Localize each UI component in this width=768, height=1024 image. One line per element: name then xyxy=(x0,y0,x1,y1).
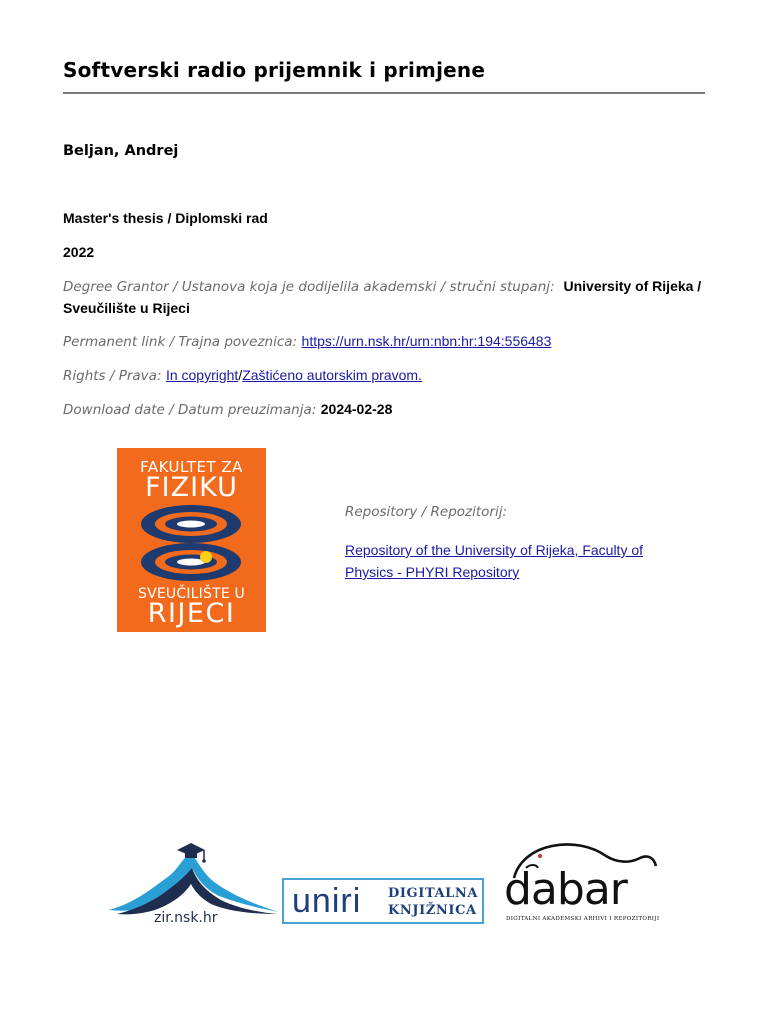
download-date-value: 2024-02-28 xyxy=(320,401,393,417)
permanent-link-url[interactable]: https://urn.nsk.hr/urn:nbn:hr:194:556483 xyxy=(301,333,552,349)
uniri-line1: DIGITALNA xyxy=(388,886,479,901)
zir-logo[interactable] xyxy=(107,838,282,930)
download-date-label: Download date / Datum preuzimanja: xyxy=(63,402,317,418)
permanent-link xyxy=(63,331,551,353)
permanent-link-label: Permanent link / Trajna poveznica: xyxy=(63,334,298,350)
repository-link-container xyxy=(345,540,665,584)
rights-link-zasticeno[interactable]: Zaštićeno autorskim pravom. xyxy=(242,367,422,383)
degree-grantor xyxy=(63,276,703,320)
uniri-line2: KNJIŽNICA xyxy=(388,903,477,918)
rights-link-in-copyright[interactable]: In copyright xyxy=(165,367,239,383)
document-type: Master's thesis / Diplomski rad xyxy=(63,210,268,226)
dabar-wordmark: dabar xyxy=(504,864,627,915)
uniri-digital-library-logo[interactable] xyxy=(282,878,484,924)
title-divider xyxy=(63,92,705,94)
degree-grantor-label: Degree Grantor / Ustanova koja je dodijelila akademski / stručni stupanj: xyxy=(63,279,555,295)
author-name: Beljan, Andrej xyxy=(63,143,179,159)
degree-grantor-value: University of Rijeka / Sveučilište u Rijeci xyxy=(63,278,702,316)
repository-label: Repository / Repozitorij: xyxy=(345,504,508,520)
rights xyxy=(63,365,422,387)
download-date xyxy=(63,399,392,421)
dabar-logo[interactable] xyxy=(500,842,665,932)
atom-emblem-icon xyxy=(139,504,244,584)
dabar-tagline: DIGITALNI AKADEMSKI ARHIVI I REPOZITORIJI xyxy=(506,916,660,922)
faculty-logo-line1: FAKULTET ZA xyxy=(140,458,243,476)
rights-label: Rights / Prava: xyxy=(63,368,162,384)
document-title: Softverski radio prijemnik i primjene xyxy=(63,58,486,82)
repository-link[interactable]: Repository of the University of Rijeka, Faculty of Physics - PHYRI Repository xyxy=(345,542,644,580)
faculty-logo-line2: FIZIKU xyxy=(145,472,238,503)
uniri-wordmark: uniri xyxy=(292,882,362,920)
faculty-of-physics-logo[interactable] xyxy=(117,448,266,632)
faculty-logo-line3: SVEUČILIŠTE U xyxy=(138,586,245,602)
rights-separator: / xyxy=(238,367,243,383)
zir-wordmark: zir.nsk.hr xyxy=(154,910,218,926)
document-year: 2022 xyxy=(63,244,95,260)
faculty-logo-line4: RIJECI xyxy=(147,598,236,629)
